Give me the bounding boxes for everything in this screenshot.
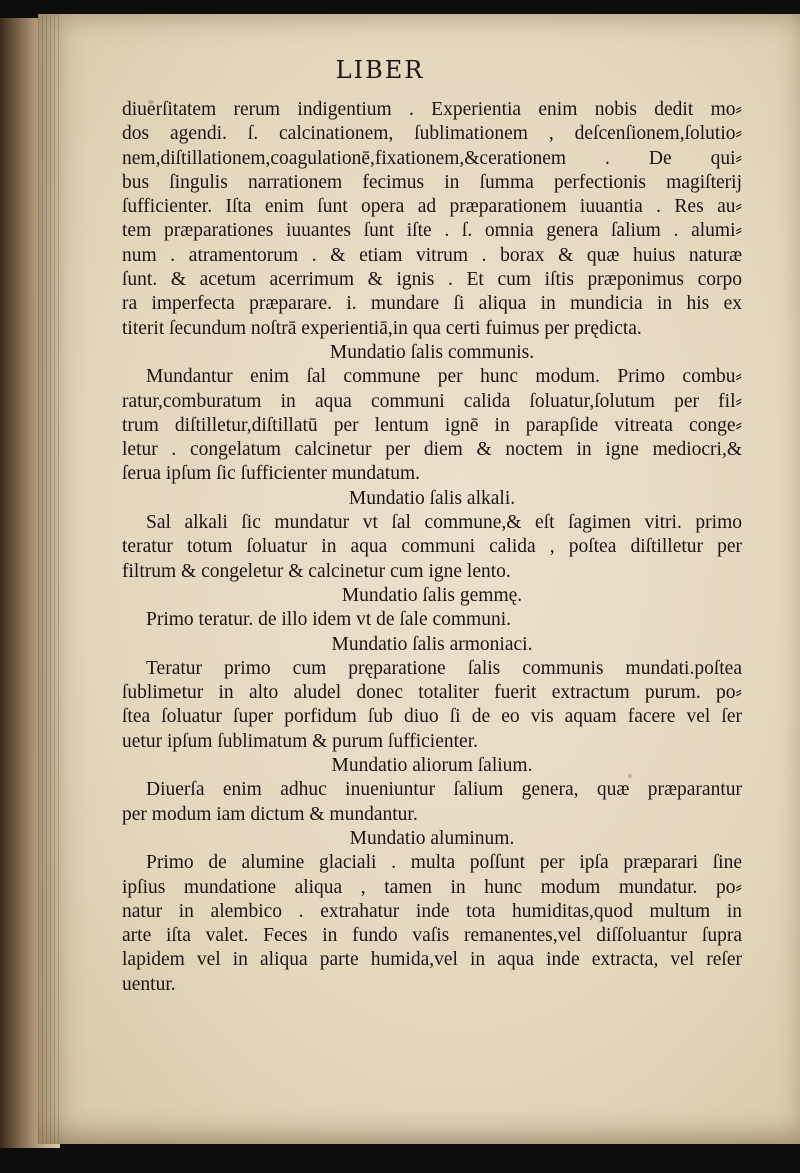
- section-heading: Mundatio ſalis armoniaci.: [331, 633, 533, 655]
- section-heading: Mundatio ſalis communis.: [329, 341, 535, 363]
- text-line: natur in alembico . extrahatur inde tota humiditas,quod multum in: [122, 900, 742, 922]
- text-line: uentur.: [122, 973, 176, 995]
- text-line: filtrum & congeletur & calcinetur cum igne lento.: [122, 560, 511, 582]
- text-line: Mundantur enim ſal commune per hunc modum. Primo combu⸗: [146, 366, 742, 388]
- text-line: nem,diſtillationem,coagulationē,fixationem,&cerationem . De qui⸗: [122, 147, 742, 169]
- text-line: trum diſtilletur,diſtillatū per lentum ignē in parapſide vitreata conge⸗: [122, 414, 742, 436]
- section-heading: Mundatio ſalis gemmę.: [341, 584, 523, 606]
- text-line: bus ſingulis narrationem fecimus in ſumma perfectionis magiſterij: [122, 171, 742, 193]
- section-heading: Mundatio aliorum ſalium.: [331, 755, 533, 777]
- text-line: Primo de alumine glaciali . multa poſſunt per ipſa præparari ſine: [146, 852, 742, 874]
- text-line: Primo teratur. de illo idem vt de ſale communi.: [146, 609, 512, 631]
- page-gutter: [38, 14, 60, 1144]
- text-line: ipſius mundatione aliqua , tamen in hunc modum mundatur. po⸗: [122, 876, 742, 898]
- text-line: per modum iam dictum & mundantur.: [122, 803, 418, 825]
- section-heading: Mundatio ſalis alkali.: [348, 487, 516, 509]
- text-line: ſunt. & acetum acerrimum & ignis . Et cum iſtis præponimus corpo: [122, 269, 742, 291]
- text-line: ſtea ſoluatur ſuper porfidum ſub diuo ſi de eo vis aquam facere vel ſer: [122, 706, 742, 728]
- text-line: letur . congelatum calcinetur per diem & noctem in igne mediocri,&: [122, 439, 742, 461]
- text-line: Diuerſa enim adhuc inueniuntur ſalium genera, quæ præparantur: [146, 779, 742, 801]
- text-line: tem præparationes iuuantes ſunt iſte . ſ. omnia genera ſalium . alumi⸗: [122, 220, 742, 242]
- text-line: ſerua ipſum ſic ſufficienter mundatum.: [122, 463, 421, 485]
- text-line: ratur,comburatum in aqua communi calida ſoluatur,ſolutum per fil⸗: [122, 390, 742, 412]
- text-line: Sal alkali ſic mundatur vt ſal commune,& eſt ſagimen vitri. primo: [146, 512, 742, 534]
- text-line: teratur totum ſoluatur in aqua communi calida , poſtea diſtilletur per: [122, 536, 742, 558]
- text-line: ra imperfecta præparare. i. mundare ſi aliqua in mundicia in his ex: [122, 293, 742, 315]
- text-line: num . atramentorum . & etiam vitrum . borax & quæ huius naturæ: [122, 244, 742, 266]
- running-head: LIBER: [335, 56, 425, 84]
- text-line: titerit ſecundum noſtrā experientiā,in qua certi fuimus per prędicta.: [122, 317, 642, 339]
- page-text: [122, 98, 742, 997]
- text-line: uetur ipſum ſublimatum & purum ſufficienter.: [122, 730, 478, 752]
- text-line: ſublimetur in alto aludel donec totaliter fuerit extractum purum. po⸗: [122, 682, 742, 704]
- text-line: arte iſta valet. Feces in fundo vaſis remanentes,vel diſſoluantur ſupra: [122, 925, 742, 947]
- text-line: lapidem vel in aliqua parte humida,vel in aqua inde extracta, vel reſer: [122, 949, 742, 971]
- section-heading: Mundatio aluminum.: [349, 827, 515, 849]
- text-line: dos agendi. ſ. calcinationem, ſublimationem , deſcenſionem,ſolutio⸗: [122, 123, 742, 145]
- text-line: ſufficienter. Iſta enim ſunt opera ad præparationem iuuantia . Res au⸗: [122, 196, 742, 218]
- text-line: diuerſitatem rerum indigentium . Experientia enim nobis dedit mo⸗: [122, 99, 742, 120]
- text-line: Teratur primo cum pręparatione ſalis communis mundati.poſtea: [146, 657, 742, 679]
